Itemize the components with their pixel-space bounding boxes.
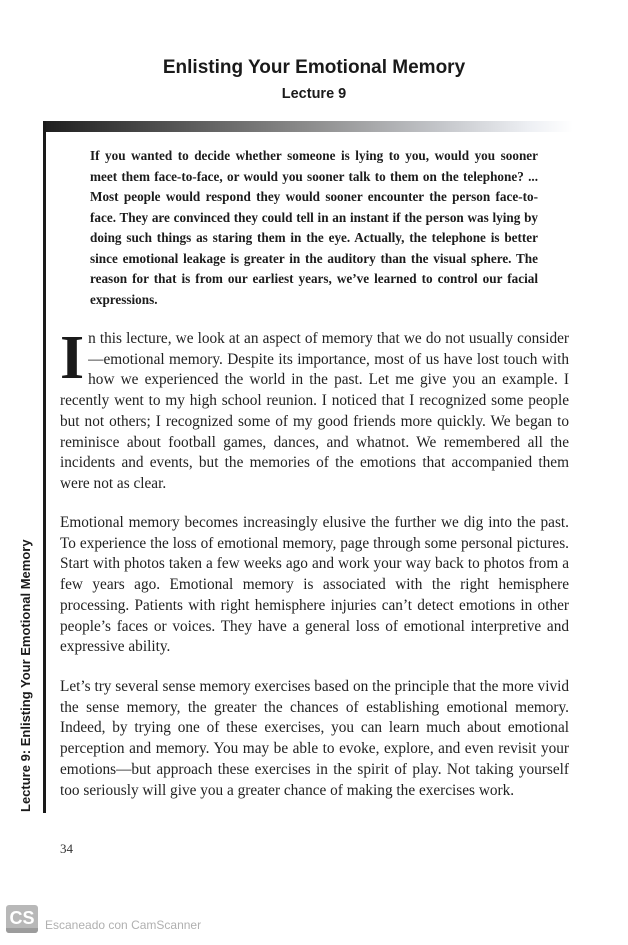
paragraph-text: n this lecture, we look at an aspect of memory that we do not usually consider—emotional memory. Despite its importance, most of us have lost touch with how we experienced the world in the past. Let me give you an example. I recently went to my high school reunion. I noticed that I recognized some people but not others; I recognized some of my good friends more quickly. We began to reminisce about football games, dances, and whatnot. We remembered all the incidents and events, but the memories of the emotions that accompanied them were not as clear. — [60, 330, 569, 492]
running-side-label: Lecture 9: Enlisting Your Emotional Memory — [18, 539, 33, 812]
lecture-subtitle: Lecture 9 — [281, 86, 347, 102]
camscanner-logo-icon: CS — [6, 905, 38, 933]
gradient-divider-bar — [43, 121, 573, 132]
chapter-title: Enlisting Your Emotional Memory — [162, 57, 466, 78]
scanner-watermark-text: Escaneado con CamScanner — [45, 918, 202, 932]
body-paragraph-1 — [60, 324, 569, 495]
body-paragraph-3: Let’s try several sense memory exercises based on the principle that the more vivid the sense memory, the greater the chances of establishing emotional memory. Indeed, by trying one of these exercises, you can learn much about emotional perception and memory. You may be able to evoke, explore, and even revisit your emotions—but approach these exercises in the spirit of play. Not taking yourself too seriously will give you a greater chance of making the exercises work. — [60, 678, 569, 799]
page-number: 34 — [60, 841, 73, 856]
drop-cap: I — [60, 324, 85, 392]
body-paragraph-2: Emotional memory becomes increasingly elusive the further we dig into the past. To experience the loss of emotional memory, page through some personal pictures. Start with photos taken a few weeks ago and work your way back to photos from a few years ago. Emotional memory is associated with the right hemisphere processing. Patients with right hemisphere injuries can’t detect emotions in other people’s faces or voices. They have a general loss of emotional interpretive and expressive ability. — [60, 514, 569, 656]
epigraph-quote: If you wanted to decide whether someone is lying to you, would you sooner meet them face-to-face, or would you sooner talk to them on the telephone? ... Most people would respond they would sooner encounter the person face-to-face. They are convinced they could tell in an instant if the person was lying by doing such things as staring them in the eye. Actually, the telephone is better since emotional leakage is greater in the auditory than the visual sphere. The reason for that is from our earliest years, we’ve learned to control our facial expressions. — [90, 148, 538, 307]
left-margin-rule — [43, 121, 46, 813]
